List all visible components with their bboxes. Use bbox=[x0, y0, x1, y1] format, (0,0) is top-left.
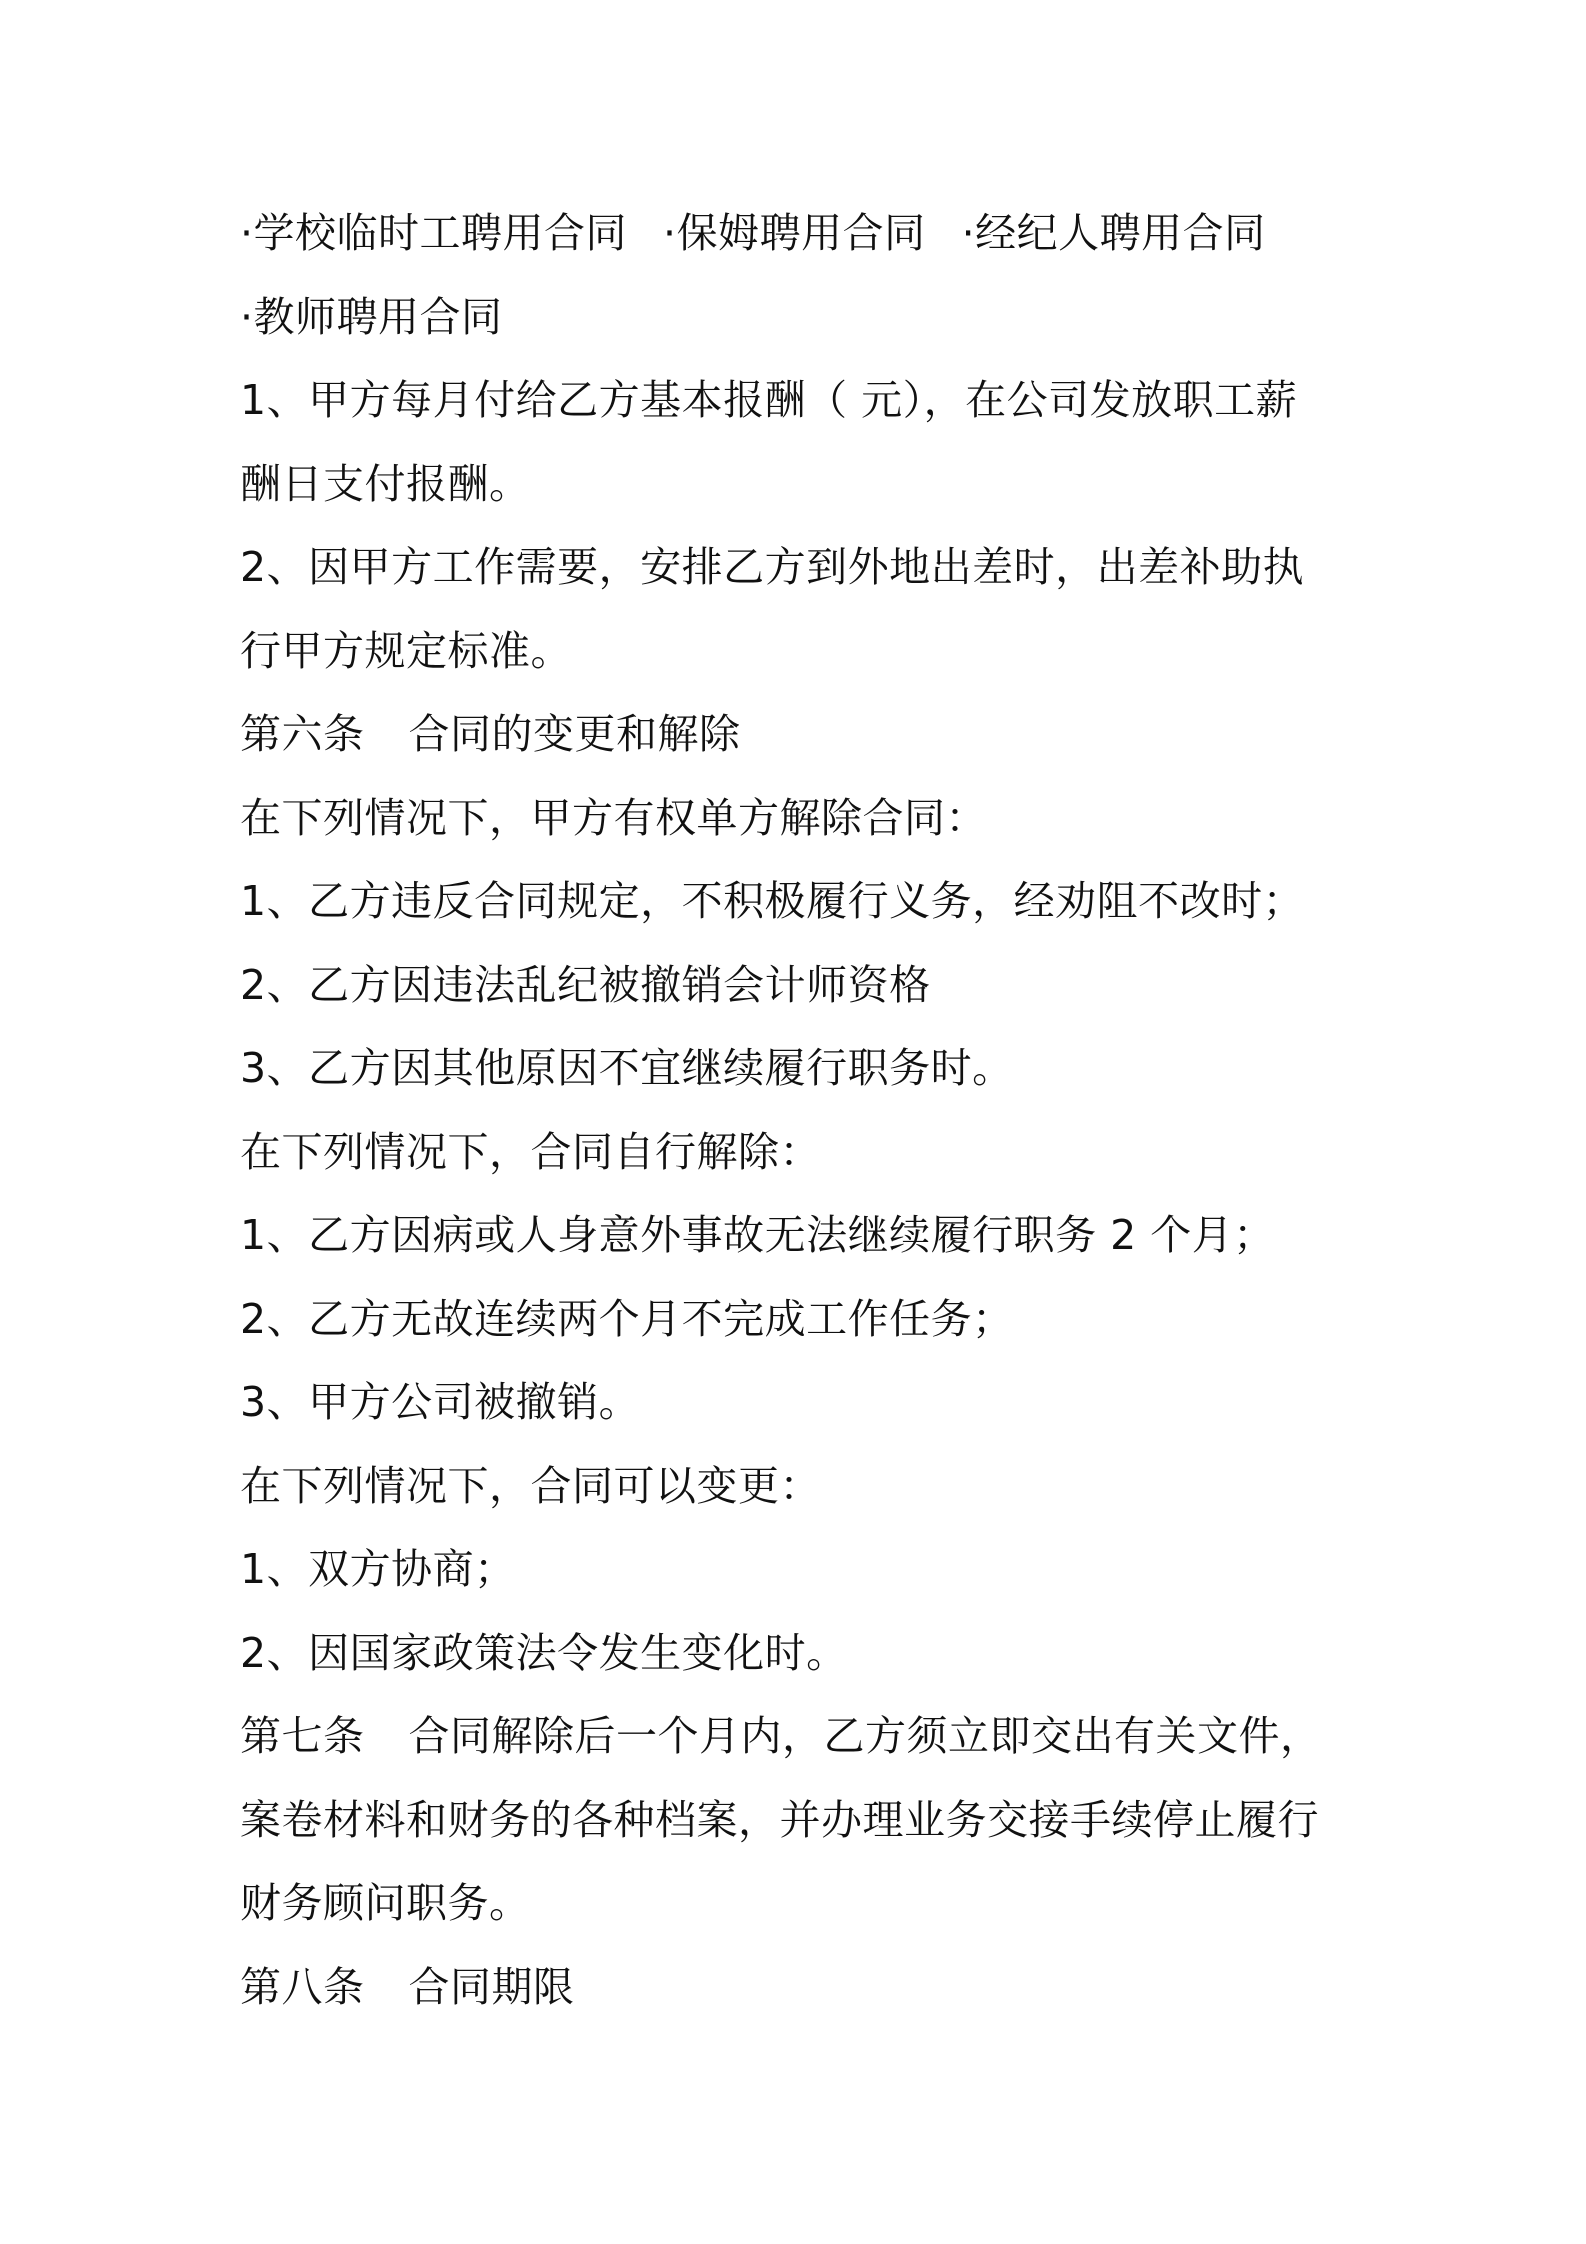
article-heading bbox=[240, 1695, 1360, 1779]
paragraph-line: 财务顾问职务。 bbox=[240, 1879, 531, 1927]
paragraph-line: 行甲方规定标准。 bbox=[240, 626, 572, 675]
article-number: 第七条 bbox=[240, 1712, 365, 1760]
paragraph-line: 2、因国家政策法令发生变化时。 bbox=[240, 1628, 848, 1677]
paragraph-line: 1、乙方违反合同规定，不积极履行义务，经劝阻不改时； bbox=[240, 877, 1305, 925]
article-number: 第八条 bbox=[240, 1962, 365, 2011]
related-link[interactable]: ·经纪人聘用合同 bbox=[961, 209, 1266, 257]
article-number: 第六条 bbox=[240, 710, 365, 758]
paragraph-line: 案卷材料和财务的各种档案，并办理业务交接手续停止履行 bbox=[240, 1795, 1319, 1844]
paragraph-line: 在下列情况下，甲方有权单方解除合同： bbox=[240, 793, 987, 842]
paragraph-line: 3、甲方公司被撤销。 bbox=[240, 1378, 641, 1426]
related-link[interactable]: ·保姆聘用合同 bbox=[663, 209, 926, 257]
related-links-row bbox=[240, 276, 1360, 360]
paragraph-line: 3、乙方因其他原因不宜继续履行职务时。 bbox=[240, 1044, 1014, 1092]
article-title: 合同期限 bbox=[408, 1962, 575, 2011]
paragraph-line: 在下列情况下，合同自行解除： bbox=[240, 1127, 821, 1176]
paragraph-line: 2、乙方无故连续两个月不完成工作任务； bbox=[240, 1294, 1014, 1343]
related-link[interactable]: ·学校临时工聘用合同 bbox=[240, 209, 628, 257]
document-page bbox=[240, 192, 1360, 2029]
paragraph-line: 1、甲方每月付给乙方基本报酬（ 元），在公司发放职工薪 bbox=[240, 376, 1298, 424]
related-link[interactable]: ·教师聘用合同 bbox=[240, 292, 503, 341]
article-title: 合同的变更和解除 bbox=[408, 710, 741, 758]
article-heading bbox=[240, 693, 1360, 777]
paragraph-line: 酬日支付报酬。 bbox=[240, 459, 531, 508]
paragraph-line: 2、因甲方工作需要，安排乙方到外地出差时，出差补助执 bbox=[240, 543, 1305, 591]
paragraph-line: 在下列情况下，合同可以变更： bbox=[240, 1461, 821, 1510]
related-links-row bbox=[240, 192, 1360, 276]
paragraph-line: 1、双方协商； bbox=[240, 1545, 516, 1593]
article-heading bbox=[240, 1946, 1360, 2030]
article-text: 合同解除后一个月内，乙方须立即交出有关文件， bbox=[408, 1712, 1322, 1760]
paragraph-line: 1、乙方因病或人身意外事故无法继续履行职务 2 个月； bbox=[240, 1211, 1275, 1259]
paragraph-line: 2、乙方因违法乱纪被撤销会计师资格 bbox=[240, 960, 931, 1009]
